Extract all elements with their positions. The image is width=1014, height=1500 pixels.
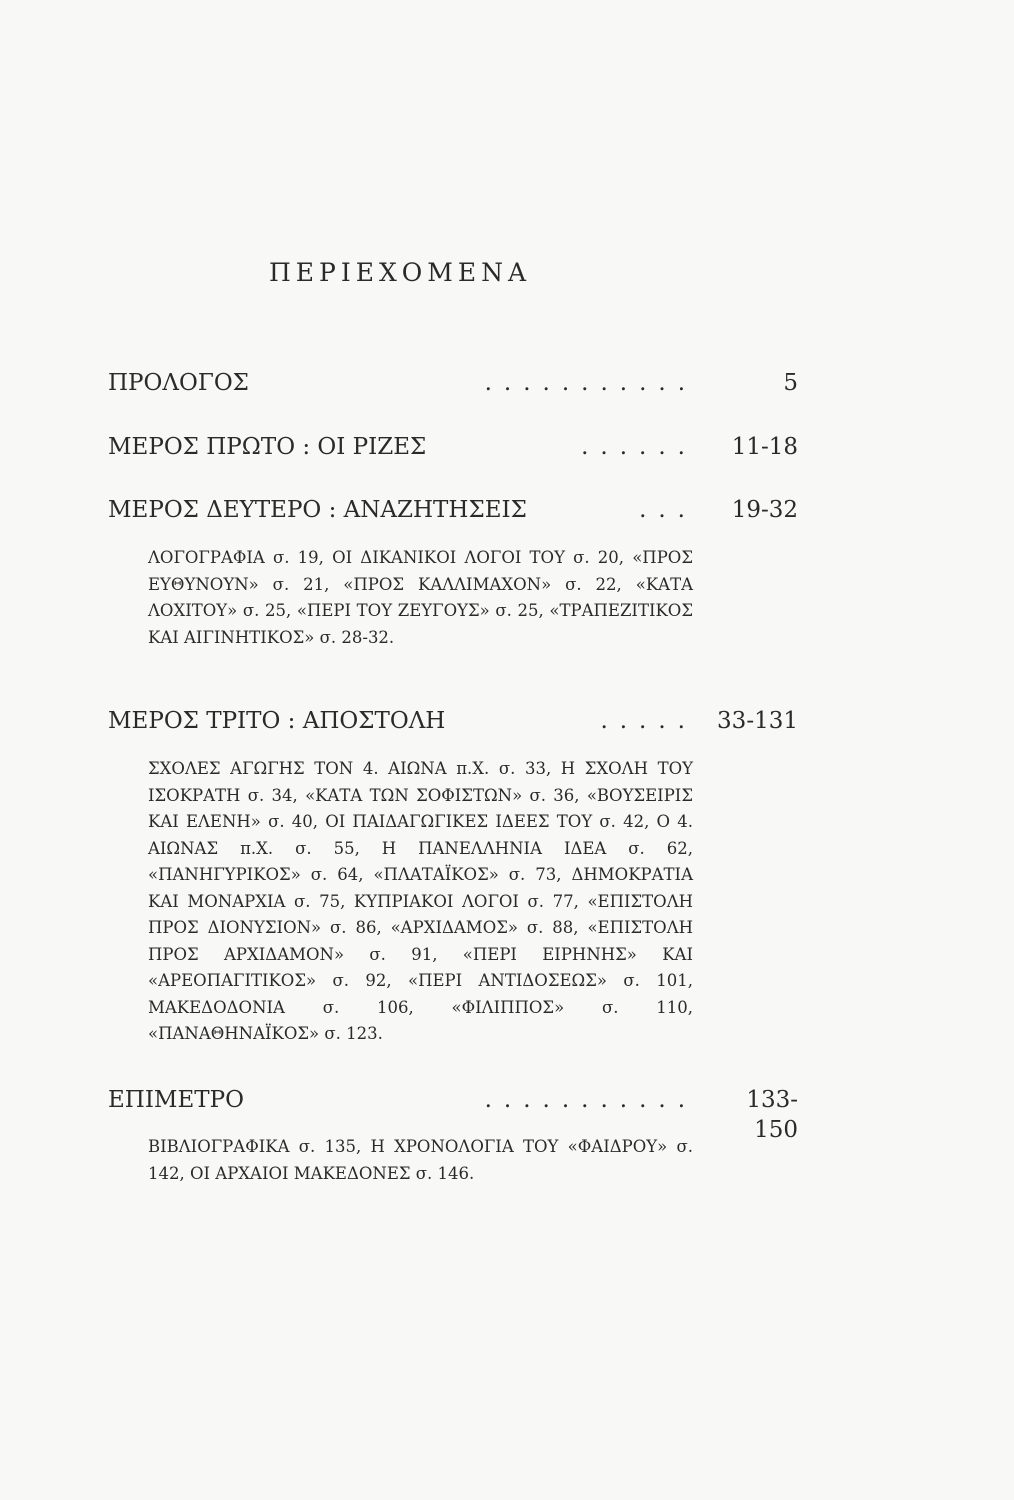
part-three-contents: ΣΧΟΛΕΣ ΑΓΩΓΗΣ ΤΟΝ 4. ΑΙΩΝΑ π.Χ. σ. 33, Η ΣΧΟΛΗ ΤΟΥ ΙΣΟΚΡΑΤΗ σ. 34, «ΚΑΤΑ ΤΩΝ ΣΟΦΙΣΤΩΝ» σ. 36, «ΒΟΥΣΕΙΡΙΣ ΚΑΙ ΕΛΕΝΗ» σ. 40, ΟΙ ΠΑΙΔΑΓΩΓΙΚΕΣ ΙΔΕΕΣ ΤΟΥ σ. 42, Ο 4. ΑΙΩΝΑΣ π.Χ. σ. 55, Η ΠΑΝΕΛΛΗΝΙΑ ΙΔΕΑ σ. 62, «ΠΑΝΗΓΥΡΙΚΟΣ» σ. 64, «ΠΛΑΤΑΪΚΟΣ» σ. 73, ΔΗΜΟΚΡΑΤΙΑ ΚΑΙ ΜΟΝΑΡΧΙΑ σ. 75, ΚΥΠΡΙΑΚΟΙ ΛΟΓΟΙ σ. 77, «ΕΠΙΣΤΟΛΗ ΠΡΟΣ ΔΙΟΝΥΣΙΟΝ» σ. 86, «ΑΡΧΙΔΑΜΟΣ» σ. 88, «ΕΠΙΣΤΟΛΗ ΠΡΟΣ ΑΡΧΙΔΑΜΟΝ» σ. 91, «ΠΕΡΙ ΕΙΡΗΝΗΣ» ΚΑΙ «ΑΡΕΟΠΑΓΙΤΙΚΟΣ» σ. 92, «ΠΕΡΙ ΑΝΤΙΔΟΣΕΩΣ» σ. 101, ΜΑΚΕΔΟΔΟΝΙΑ σ. 106, «ΦΙΛΙΠΠΟΣ» σ. 110, «ΠΑΝΑΘΗΝΑΪΚΟΣ» σ. 123. [148, 759, 693, 1043]
toc-entry-part-one [108, 432, 798, 462]
part-two-contents: ΛΟΓΟΓΡΑΦΙΑ σ. 19, ΟΙ ΔΙΚΑΝΙΚΟΙ ΛΟΓΟΙ ΤΟΥ σ. 20, «ΠΡΟΣ ΕΥΘΥΝΟΥΝ» σ. 21, «ΠΡΟΣ ΚΑΛΛΙΜΑΧΟΝ» σ. 22, «ΚΑΤΑ ΛΟΧΙΤΟΥ» σ. 25, «ΠΕΡΙ ΤΟΥ ΖΕΥΓΟΥΣ» σ. 25, «ΤΡΑΠΕΖΙΤΙΚΟΣ ΚΑΙ ΑΙΓΙΝΗΤΙΚΟΣ» σ. 28-32. [148, 548, 693, 647]
entry-pages: 133-150 [746, 1087, 798, 1143]
entry-leader: ........... [484, 370, 697, 396]
entry-pages: 19-32 [731, 497, 798, 523]
entry-pages: 11-18 [731, 434, 798, 460]
entry-title: ΜΕΡΟΣ ΤΡΙΤΟ : ΑΠΟΣΤΟΛΗ [108, 708, 446, 734]
entry-title: ΕΠΙΜΕΤΡΟ [108, 1087, 244, 1113]
entry-leader: ... [639, 497, 697, 523]
toc-entry-part-two [108, 495, 798, 525]
page-title: ΠΕΡΙΕΧΟΜΕΝΑ [268, 258, 532, 287]
entry-title: ΜΕΡΟΣ ΠΡΩΤΟ : ΟΙ ΡΙΖΕΣ [108, 434, 427, 460]
entry-pages: 5 [783, 370, 798, 396]
entry-leader: ........... [484, 1087, 697, 1113]
entry-pages: 33-131 [717, 708, 798, 734]
entry-title: ΠΡΟΛΟΓΟΣ [108, 370, 249, 396]
epilogue-contents: ΒΙΒΛΙΟΓΡΑΦΙΚΑ σ. 135, Η ΧΡΟΝΟΛΟΓΙΑ ΤΟΥ «ΦΑΙΔΡΟΥ» σ. 142, ΟΙ ΑΡΧΑΙΟΙ ΜΑΚΕΔΟΝΕΣ σ. 146. [148, 1137, 693, 1183]
entry-title: ΜΕΡΟΣ ΔΕΥΤΕΡΟ : ΑΝΑΖΗΤΗΣΕΙΣ [108, 497, 527, 523]
entry-leader: ...... [581, 434, 697, 460]
entry-leader: ..... [600, 708, 697, 734]
toc-entry-part-three [108, 706, 798, 736]
toc-entry-prologue [108, 368, 798, 398]
